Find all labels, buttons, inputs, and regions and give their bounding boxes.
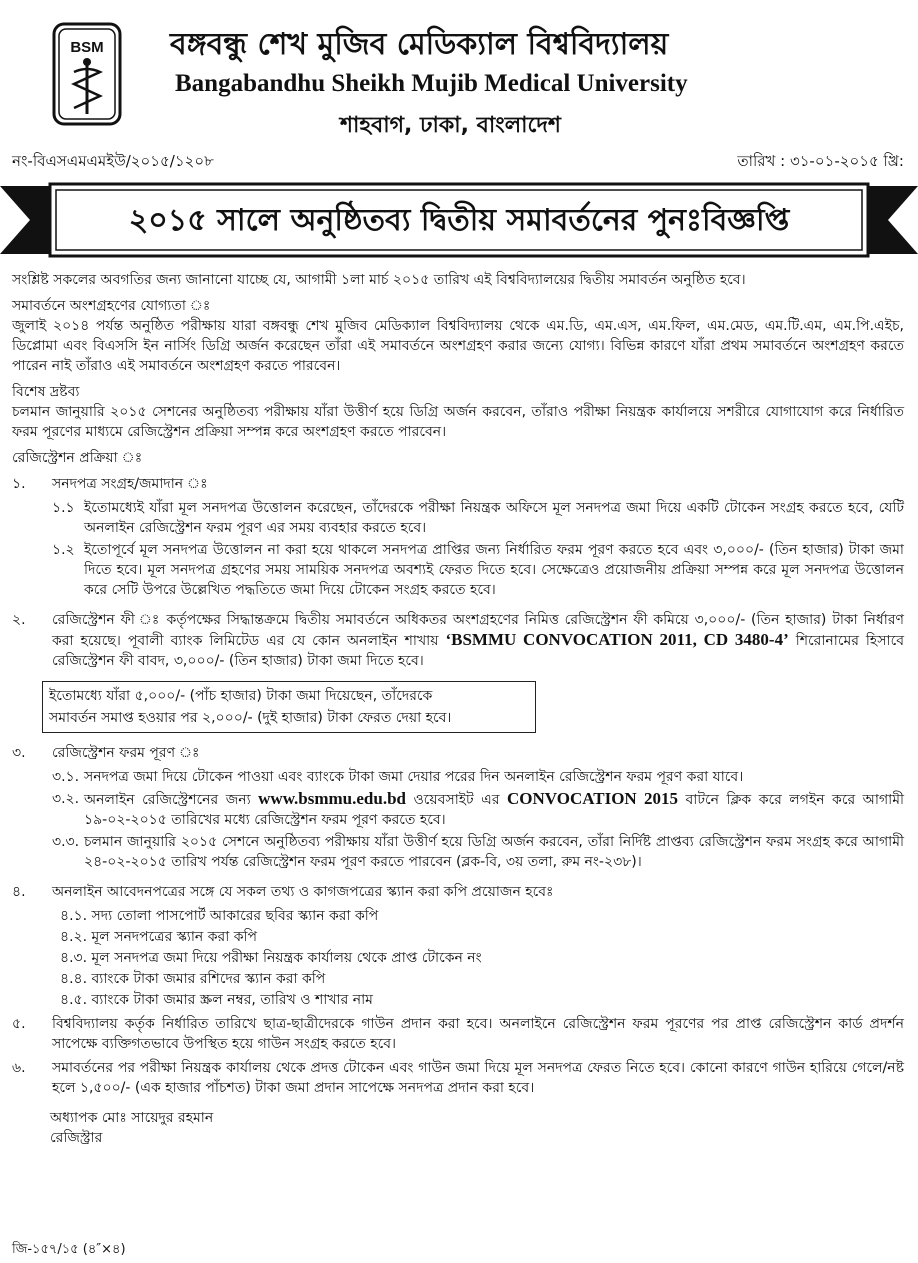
item-number: ১.২ (52, 542, 75, 558)
section-1-item-2 (12, 540, 904, 600)
section-3-item-3 (12, 832, 904, 872)
special-note-heading: বিশেষ দ্রষ্টব্য (12, 384, 80, 400)
section-4 (12, 882, 904, 902)
refund-line-2: সমাবর্তন সমাপ্ত হওয়ার পর ২,০০০/- (দুই হাজার) টাকা ফেরত দেয়া হবে। (49, 710, 452, 726)
section-3-item-1 (12, 767, 904, 787)
intro-paragraph: সংশ্লিষ্ট সকলের অবগতির জন্য জানানো যাচ্ছে যে, আগামী ১লা মার্চ ২০১৫ তারিখ এই বিশ্ববিদ্যালয়ের দ্বিতীয় সমাবর্তন অনুষ্ঠিত হবে। (12, 272, 746, 288)
university-logo (52, 22, 122, 126)
text-a: অনলাইন রেজিস্ট্রেশনের জন্য (84, 792, 259, 808)
section-4-item: ৪.১. সদ্য তোলা পাসপোর্ট আকারের ছবির স্ক্যান করা কপি (60, 908, 379, 924)
item-number: ৩.৩. (52, 834, 80, 850)
section-number: ১. (12, 476, 26, 492)
text-b: ওয়েবসাইট এর (406, 792, 508, 808)
section-2 (12, 610, 904, 671)
section-4-item: ৪.৪. ব্যাংকে টাকা জমার রশিদের স্ক্যান করা কপি (60, 971, 326, 987)
section-6 (12, 1058, 904, 1098)
section-number: ৬. (12, 1060, 26, 1076)
signatory-name: অধ্যাপক মোঃ সায়েদুর রহমান (50, 1110, 214, 1126)
signature-block (12, 1108, 904, 1148)
refund-line-1: ইতোমধ্যে যাঁরা ৫,০০০/- (পাঁচ হাজার) টাকা জমা দিয়েছেন, তাঁদেরকে (49, 688, 433, 704)
notice-body (12, 270, 904, 1148)
bank-account-name: ‘BSMMU CONVOCATION 2011, CD 3480-4’ (445, 630, 789, 649)
section-number: ৪. (12, 884, 26, 900)
university-address: শাহবাগ, ঢাকা, বাংলাদেশ (340, 113, 561, 138)
section-4-item: ৪.৩. মূল সনদপত্র জমা দিয়ে পরীক্ষা নিয়ন্ত্রক কার্যালয় থেকে প্রাপ্ত টোকেন নং (60, 950, 482, 966)
section-number: ২. (12, 612, 26, 628)
eligibility-text: জুলাই ২০১৪ পর্যন্ত অনুষ্ঠিত পরীক্ষায় যারা বঙ্গবন্ধু শেখ মুজিব মেডিক্যাল বিশ্ববিদ্যালয় থেকে এম.ডি, এম.এস, এম.ফিল, এম.মেড, এম.টি.এম, এম.পি.এইচ, ডিপ্লোমা এবং বিএসসি ইন নার্সিং ডিগ্রি অর্জন করেছেন তাঁরা এই সমাবর্তনে অংশগ্রহণ করার জন্যে যোগ্য। বিভিন্ন কারণে যাঁরা প্রথম সমাবর্তনে অংশগ্রহণ করতে পারেন নাই তাঁরাও এই সমাবর্তনে অংশগ্রহণ করতে পারবেন। (12, 318, 904, 374)
item-text: ইতোপূর্বে মূল সনদপত্র উত্তোলন না করা হয়ে থাকলে সনদপত্র প্রাপ্তির জন্য নির্ধারিত ফরম পূরণ করতে হবে এবং ৩,০০০/- (তিন হাজার) টাকা জমা দিতে হবে। মূল সনদপত্র গ্রহণের সময় সাময়িক সনদপত্র অবশ্যই ফেরত দিতে হবে। সেক্ষেত্রেও প্রয়োজনীয় প্রক্রিয়া সম্পন্ন করে মূল সনদপত্র উত্তোলন করে সেটি উপরে উল্লেখিত পদ্ধতিতে জমা দিয়ে টোকেন সংগ্রহ করতে হবে। (84, 542, 904, 598)
text-c: বাটনে ক্লিক করে লগইন করে আগামী ১৯-০২-২০১৫ তারিখের মধ্যে রেজিস্ট্রেশন ফরম পূরণ করতে হবে। (84, 792, 904, 828)
section-number: ৫. (12, 1016, 26, 1032)
signatory-title: রেজিস্ট্রার (50, 1130, 103, 1146)
section-1 (12, 474, 904, 494)
item-text: ইতোমধ্যেই যাঁরা মূল সনদপত্র উত্তোলন করেছেন, তাঁদেরকে পরীক্ষা নিয়ন্ত্রক অফিসে মূল সনদপত্র জমা দিয়ে একটি টোকেন সংগ্রহ করতে হবে, যেটি অনলাইন রেজিস্ট্রেশন ফরম পূরণ এর সময় ব্যবহার করতে হবে। (84, 500, 904, 536)
university-name-bn: বঙ্গবন্ধু শেখ মুজিব মেডিক্যাল বিশ্ববিদ্যালয় (170, 27, 669, 62)
reference-number: নং-বিএসএমএমইউ/২০১৫/১২০৮ (12, 152, 214, 170)
item-number: ১.১ (52, 500, 75, 516)
section-title: সনদপত্র সংগ্রহ/জমাদান ঃ (52, 476, 208, 492)
convocation-button-name: CONVOCATION 2015 (507, 789, 678, 808)
notice-banner (0, 180, 918, 260)
section-1-item-1 (12, 498, 904, 538)
ad-code: জি-১৫৭/১৫ (৪″×৪) (12, 1242, 126, 1257)
item-text: চলমান জানুয়ারি ২০১৫ সেশনে অনুষ্ঠিতব্য পরীক্ষায় যাঁরা উত্তীর্ণ হয়ে ডিগ্রি অর্জন করবেন, তাঁরা নির্দিষ্ট প্রাপ্তব্য রেজিস্ট্রেশন ফরম সংগ্রহ করে আগামী ২৪-০২-২০১৫ তারিখ পর্যন্ত রেজিস্ট্রেশন ফরম পূরণ করতে পারবেন (ব্লক-বি, ৩য় তলা, রুম নং-২৩৮)। (84, 834, 904, 870)
item-number: ৩.২. (52, 791, 80, 807)
notice-date: তারিখ : ৩১-০১-২০১৫ খ্রি: (737, 152, 904, 170)
section-title: রেজিস্ট্রেশন ফরম পূরণ ঃ (52, 745, 200, 761)
fee-text-a: রেজিস্ট্রেশন ফী ঃ কর্তৃপক্ষের সিদ্ধান্তক্রমে দ্বিতীয় সমাবর্তনে অধিকতর অংশগ্রহণের নিমিত্ত রেজিস্ট্রেশন ফী কমিয়ে ৩,০০০/- (তিন হাজার) টাকা নির্ধারণ করা হয়েছে। পূবালী ব্যাংক লিমিটেড এর যে কোন অনলাইন শাখায় (52, 612, 904, 649)
eligibility-heading: সমাবর্তনে অংশগ্রহণের যোগ্যতা ঃ (12, 298, 211, 314)
item-text: সনদপত্র জমা দিয়ে টোকেন পাওয়া এবং ব্যাংকে টাকা জমা দেয়ার পরের দিন অনলাইন রেজিস্ট্রেশন ফরম পূরণ করা যাবে। (84, 769, 744, 785)
item-number: ৩.১. (52, 769, 80, 785)
section-4-item: ৪.৫. ব্যাংকে টাকা জমার স্ক্রল নম্বর, তারিখ ও শাখার নাম (60, 992, 373, 1008)
header (0, 0, 918, 140)
section-title: অনলাইন আবেদনপত্রের সঙ্গে যে সকল তথ্য ও কাগজপত্রের স্ক্যান করা কপি প্রয়োজন হবেঃ (52, 884, 554, 900)
notice-title: ২০১৫ সালে অনুষ্ঠিতব্য দ্বিতীয় সমাবর্তনের পুনঃবিজ্ঞপ্তি (128, 203, 790, 238)
section-number: ৩. (12, 745, 26, 761)
refund-notice-box (42, 681, 536, 733)
logo-text: BSM (70, 39, 104, 56)
section-5 (12, 1014, 904, 1054)
section-4-item: ৪.২. মূল সনদপত্রের স্ক্যান করা কপি (60, 929, 258, 945)
fee-text-b: শিরোনামের হিসাবে রেজিস্ট্রেশন ফী বাবদ, ৩,০০০/- (তিন হাজার) টাকা জমা দিতে হবে। (52, 633, 904, 669)
section-3-item-2 (12, 789, 904, 830)
section-text: বিশ্ববিদ্যালয় কর্তৃক নির্ধারিত তারিখে ছাত্র-ছাত্রীদেরকে গাউন প্রদান করা হবে। অনলাইনে রেজিস্ট্রেশন ফরম পূরণের পর প্রাপ্ত রেজিস্ট্রেশন কার্ড প্রদর্শন সাপেক্ষে ব্যক্তিগতভাবে উপস্থিত হয়ে গাউন সংগ্রহ করতে হবে। (52, 1016, 904, 1052)
website-link[interactable]: www.bsmmu.edu.bd (258, 789, 406, 808)
section-text (52, 610, 904, 671)
registration-heading: রেজিস্ট্রেশন প্রক্রিয়া ঃ (12, 450, 143, 466)
section-3 (12, 743, 904, 763)
item-text (84, 789, 904, 830)
university-name-en: Bangabandhu Sheikh Mujib Medical University (175, 70, 688, 97)
special-note-text: চলমান জানুয়ারি ২০১৫ সেশনের অনুষ্ঠিতব্য পরীক্ষায় যাঁরা উত্তীর্ণ হয়ে ডিগ্রি অর্জন করবেন, তাঁরাও পরীক্ষা নিয়ন্ত্রক কার্যালয়ে সশরীরে যোগাযোগ করে নির্ধারিত ফরম পূরণের মাধ্যমে রেজিস্ট্রেশন প্রক্রিয়া সম্পন্ন করে অংশগ্রহণ করতে পারবেন। (12, 404, 904, 440)
section-text: সমাবর্তনের পর পরীক্ষা নিয়ন্ত্রক কার্যালয় থেকে প্রদত্ত টোকেন এবং গাউন জমা দিয়ে মূল সনদপত্র ফেরত নিতে হবে। কোনো কারণে গাউন হারিয়ে গেলে/নষ্ট হলে ১,৫০০/- (এক হাজার পাঁচশত) টাকা জমা প্রদান সাপেক্ষে সনদপত্র প্রদান করা হবে। (52, 1060, 904, 1096)
